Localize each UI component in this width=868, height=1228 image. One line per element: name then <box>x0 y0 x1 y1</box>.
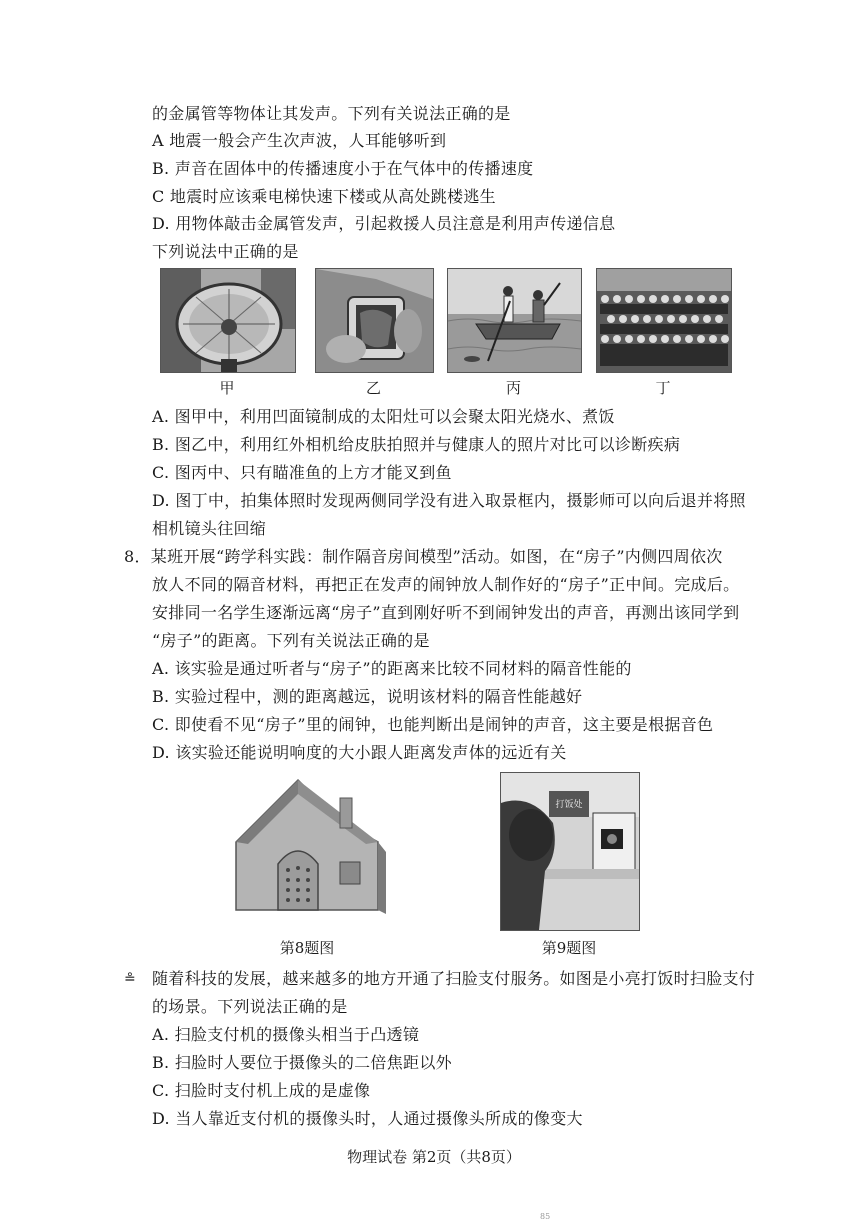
caption-bing: 丙 <box>505 379 521 397</box>
q8-option-c: C. 即使看不见“房子”里的闹钟，也能判断出是闹钟的声音，这主要是根据音色 <box>152 715 714 734</box>
photo-solar-cooker <box>160 268 296 373</box>
caption-fig9: 第9题图 <box>541 939 597 957</box>
q9-stem-line-1: 随着科技的发展，越来越多的地方开通了扫脸支付服务。如图是小亮打饭时扫脸支付 <box>152 969 756 988</box>
q9-option-c: C. 扫脸时支付机上成的是虚像 <box>152 1081 371 1100</box>
q7-option-b: B. 图乙中，利用红外相机给皮肤拍照并与健康人的照片对比可以诊断疾病 <box>152 435 681 454</box>
q9-option-a: A. 扫脸支付机的摄像头相当于凸透镜 <box>152 1025 420 1044</box>
q6-option-d: D. 用物体敲击金属管发声，引起救援人员注意是利用声传递信息 <box>152 214 616 233</box>
q8-stem-line-1: 8．某班开展“跨学科实践：制作隔音房间模型”活动。如图，在“房子”内侧四周依次 <box>124 547 723 566</box>
q6-option-c: C 地震时应该乘电梯快速下楼或从高处跳楼逃生 <box>152 187 496 206</box>
corner-mark: 85 <box>540 1212 551 1221</box>
q8-stem-line-3: 安排同一名学生逐渐远离“房子”直到刚好听不到闹钟发出的声音，再测出该同学到 <box>152 603 740 622</box>
photo-group-picture <box>596 268 732 373</box>
q7-option-a: A. 图甲中，利用凹面镜制成的太阳灶可以会聚太阳光烧水、煮饭 <box>152 407 615 426</box>
caption-ding: 丁 <box>655 379 671 397</box>
figure-face-payment <box>500 772 640 931</box>
photo-infrared-camera <box>315 268 434 373</box>
q9-option-b: B. 扫脸时人要位于摄像头的二倍焦距以外 <box>152 1053 452 1072</box>
fig9-sign-text: 打饭处 <box>555 800 583 810</box>
photo-fishing-boat <box>447 268 582 373</box>
q6-option-a: A 地震一般会产生次声波，人耳能够听到 <box>152 131 447 150</box>
q6-stem-tail: 的金属管等物体让其发声。下列有关说法正确的是 <box>152 104 511 123</box>
q9-stem-line-2: 的场景。下列说法正确的是 <box>152 997 348 1016</box>
figure-house-model <box>228 772 386 922</box>
q7-option-c: C. 图丙中、只有瞄准鱼的上方才能叉到鱼 <box>152 463 452 482</box>
page-footer: 物理试卷 第2页（共8页） <box>347 1148 521 1166</box>
q6-option-b: B. 声音在固体中的传播速度小于在气体中的传播速度 <box>152 159 534 178</box>
q8-stem-line-4: “房子”的距离。下列有关说法正确的是 <box>152 631 430 650</box>
q8-option-a: A. 该实验是通过听者与“房子”的距离来比较不同材料的隔音性能的 <box>152 659 632 678</box>
q8-option-d: D. 该实验还能说明响度的大小跟人距离发声体的远近有关 <box>152 743 567 762</box>
q7-option-d-continued: 相机镜头往回缩 <box>152 519 267 538</box>
q9-option-d: D. 当人靠近支付机的摄像头时，人通过摄像头所成的像变大 <box>152 1109 583 1128</box>
caption-yi: 乙 <box>365 379 381 397</box>
q8-option-b: B. 实验过程中，测的距离越远，说明该材料的隔音性能越好 <box>152 687 583 706</box>
q9-number-mark: ≗ <box>124 971 137 987</box>
caption-fig8: 第8题图 <box>279 939 335 957</box>
caption-jia: 甲 <box>219 379 235 397</box>
q7-stem: 下列说法中正确的是 <box>152 242 299 261</box>
q8-stem-line-2: 放人不同的隔音材料，再把正在发声的闹钟放人制作好的“房子”正中间。完成后。 <box>152 575 740 594</box>
q7-option-d: D. 图丁中，拍集体照时发现两侧同学没有进入取景框内，摄影师可以向后退并将照 <box>152 491 746 510</box>
